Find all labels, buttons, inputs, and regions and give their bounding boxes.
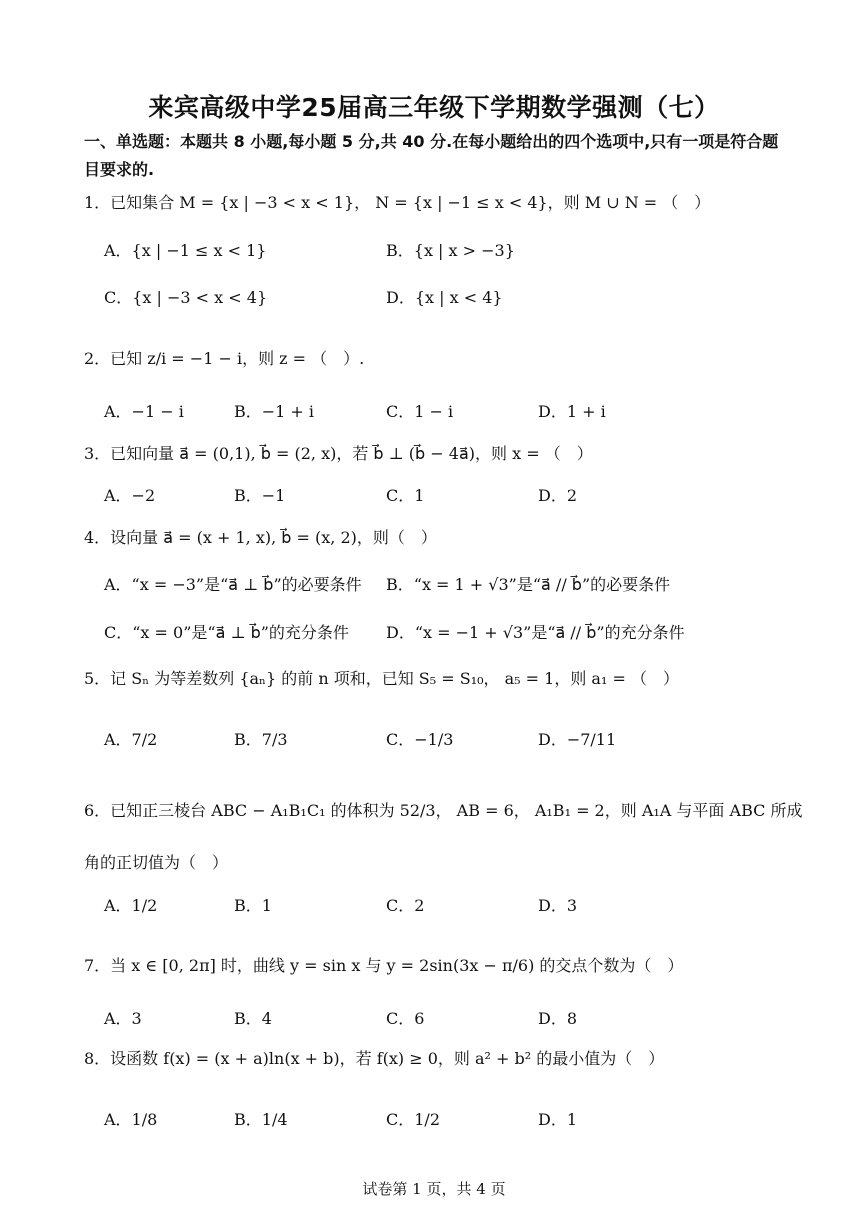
question-7-option-d: D．8: [538, 1009, 578, 1028]
question-1-stem: 1．已知集合 M = {x | −3 < x < 1}， N = {x | −1 ≤ x < 4}，则 M ∪ N = （ ）: [84, 193, 711, 212]
question-5-option-d: D．−7/11: [538, 730, 617, 749]
question-6-option-b: B．1: [234, 896, 272, 915]
question-6-option-c: C．2: [386, 896, 425, 915]
question-7-option-a: A．3: [104, 1009, 142, 1028]
question-1-option-b: B．{x | x > −3}: [386, 241, 515, 260]
page-title: 来宾高级中学25届高三年级下学期数学强测（七）: [148, 93, 720, 122]
question-8-option-d: D．1: [538, 1110, 578, 1129]
question-2-option-b: B．−1 + i: [234, 402, 315, 421]
question-3-option-d: D．2: [538, 486, 578, 505]
question-4-option-a: A．“x = −3”是“a⃗ ⊥ b⃗”的必要条件: [104, 575, 362, 594]
question-5-option-c: C．−1/3: [386, 730, 454, 749]
question-4-option-b: B．“x = 1 + √3”是“a⃗ // b⃗”的必要条件: [386, 575, 671, 594]
question-7-option-b: B．4: [234, 1009, 272, 1028]
question-4-option-d: D．“x = −1 + √3”是“a⃗ // b⃗”的充分条件: [386, 623, 685, 642]
question-8-option-c: C．1/2: [386, 1110, 440, 1129]
question-2-stem: 2．已知 z/i = −1 − i，则 z = （ ）.: [84, 349, 365, 368]
question-3-option-c: C．1: [386, 486, 425, 505]
question-6-stem-continued: 角的正切值为（ ）: [84, 853, 229, 872]
question-2-option-a: A．−1 − i: [104, 402, 184, 421]
question-6-stem: 6．已知正三棱台 ABC − A₁B₁C₁ 的体积为 52/3， AB = 6， A₁B₁ = 2，则 A₁A 与平面 ABC 所成: [84, 801, 803, 820]
question-4-stem: 4．设向量 a⃗ = (x + 1, x), b⃗ = (x, 2)，则（ ）: [84, 528, 437, 547]
question-8-option-b: B．1/4: [234, 1110, 288, 1129]
page-footer: 试卷第 1 页，共 4 页: [362, 1180, 506, 1198]
section-header: 一、单选题：本题共 8 小题,每小题 5 分,共 40 分.在每小题给出的四个选项中,只有一项是符合题目要求的.: [84, 132, 779, 179]
question-6-option-a: A．1/2: [104, 896, 158, 915]
question-8-option-a: A．1/8: [104, 1110, 158, 1129]
question-8-stem: 8．设函数 f(x) = (x + a)ln(x + b)，若 f(x) ≥ 0，则 a² + b² 的最小值为（ ）: [84, 1049, 665, 1068]
question-3-option-b: B．−1: [234, 486, 286, 505]
question-1-option-d: D．{x | x < 4}: [386, 288, 503, 307]
question-5-option-a: A．7/2: [104, 730, 158, 749]
question-1-option-a: A．{x | −1 ≤ x < 1}: [104, 241, 267, 260]
question-7-option-c: C．6: [386, 1009, 425, 1028]
question-1-option-c: C．{x | −3 < x < 4}: [104, 288, 268, 307]
question-2-option-d: D．1 + i: [538, 402, 606, 421]
question-3-option-a: A．−2: [104, 486, 156, 505]
question-3-stem: 3．已知向量 a⃗ = (0,1), b⃗ = (2, x)，若 b⃗ ⊥ (b⃗ − 4a⃗)，则 x = （ ）: [84, 444, 593, 463]
question-6-option-d: D．3: [538, 896, 578, 915]
question-5-stem: 5．记 Sₙ 为等差数列 {aₙ} 的前 n 项和，已知 S₅ = S₁₀， a₅ = 1，则 a₁ = （ ）: [84, 669, 679, 688]
question-2-option-c: C．1 − i: [386, 402, 454, 421]
question-4-option-c: C．“x = 0”是“a⃗ ⊥ b⃗”的充分条件: [104, 623, 349, 642]
question-5-option-b: B．7/3: [234, 730, 288, 749]
question-7-stem: 7．当 x ∈ [0, 2π] 时，曲线 y = sin x 与 y = 2sin(3x − π/6) 的交点个数为（ ）: [84, 956, 684, 975]
